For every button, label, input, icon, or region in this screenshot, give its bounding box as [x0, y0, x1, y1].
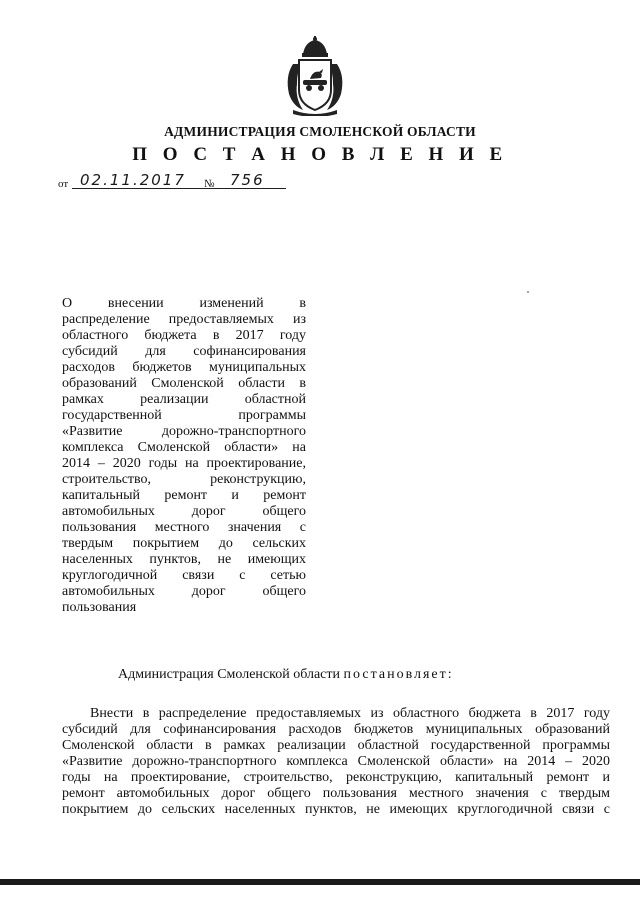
subject-line: пользования местного значения с: [62, 520, 306, 535]
subject-line: пользования: [62, 600, 137, 615]
subject-line: образований Смоленской области в: [62, 376, 306, 391]
number-value: 756: [230, 171, 265, 189]
subject-line: рамках реализации областной: [62, 392, 306, 407]
document-type-title: П О С Т А Н О В Л Е Н И Е: [132, 144, 508, 165]
subject-line: строительство, реконструкцию,: [62, 472, 306, 487]
date-label: от: [58, 178, 69, 190]
subject-line: автомобильных дорог общего: [62, 504, 306, 519]
subject-line: «Развитие дорожно-транспортного: [62, 424, 306, 439]
subject-line: населенных пунктов, не имеющих: [62, 552, 306, 567]
subject-line: субсидий для софинансирования: [62, 344, 306, 359]
resolution-intro: [118, 667, 454, 683]
scan-speck: [527, 291, 529, 293]
intro-verb: постановляет:: [343, 667, 454, 682]
body-line: Смоленской области в рамках реализации областной государственной программы: [62, 738, 610, 753]
number-label: №: [204, 178, 215, 190]
body-line: покрытием до сельских населенных пунктов, не имеющих круглогодичной связи с: [62, 802, 610, 817]
scan-edge-bar: [0, 879, 640, 885]
body-line: годы на проектирование, строительство, реконструкцию, капитальный ремонт и: [62, 770, 610, 785]
body-line: Внести в распределение предоставляемых из областного бюджета в 2017 году: [90, 706, 610, 721]
subject-line: областного бюджета в 2017 году: [62, 328, 306, 343]
subject-line: расходов бюджетов муниципальных: [62, 360, 306, 375]
subject-line: О внесении изменений в: [62, 296, 306, 311]
date-value: 02.11.2017: [80, 171, 186, 189]
intro-text: Администрация Смоленской области: [118, 667, 341, 682]
subject-line: круглогодичной связи с сетью: [62, 568, 306, 583]
body-line: ремонт автомобильных дорог общего пользования местного значения с твердым: [62, 786, 610, 801]
subject-line: твердым покрытием до сельских: [62, 536, 306, 551]
body-line: «Развитие дорожно-транспортного комплекса Смоленской области» на 2014 – 2020: [62, 754, 610, 769]
organization-name: АДМИНИСТРАЦИЯ СМОЛЕНСКОЙ ОБЛАСТИ: [164, 124, 476, 139]
subject-line: распределение предоставляемых из: [62, 312, 306, 327]
subject-line: 2014 – 2020 годы на проектирование,: [62, 456, 306, 471]
subject-line: капитальный ремонт и ремонт: [62, 488, 306, 503]
coat-of-arms-icon: [283, 36, 347, 116]
body-line: субсидий для софинансирования расходов бюджетов муниципальных образований: [62, 722, 610, 737]
body-paragraph: [62, 706, 610, 818]
subject-line: комплекса Смоленской области» на: [62, 440, 306, 455]
document-subject: [62, 296, 306, 616]
subject-line: автомобильных дорог общего: [62, 584, 306, 599]
subject-line: государственной программы: [62, 408, 306, 423]
